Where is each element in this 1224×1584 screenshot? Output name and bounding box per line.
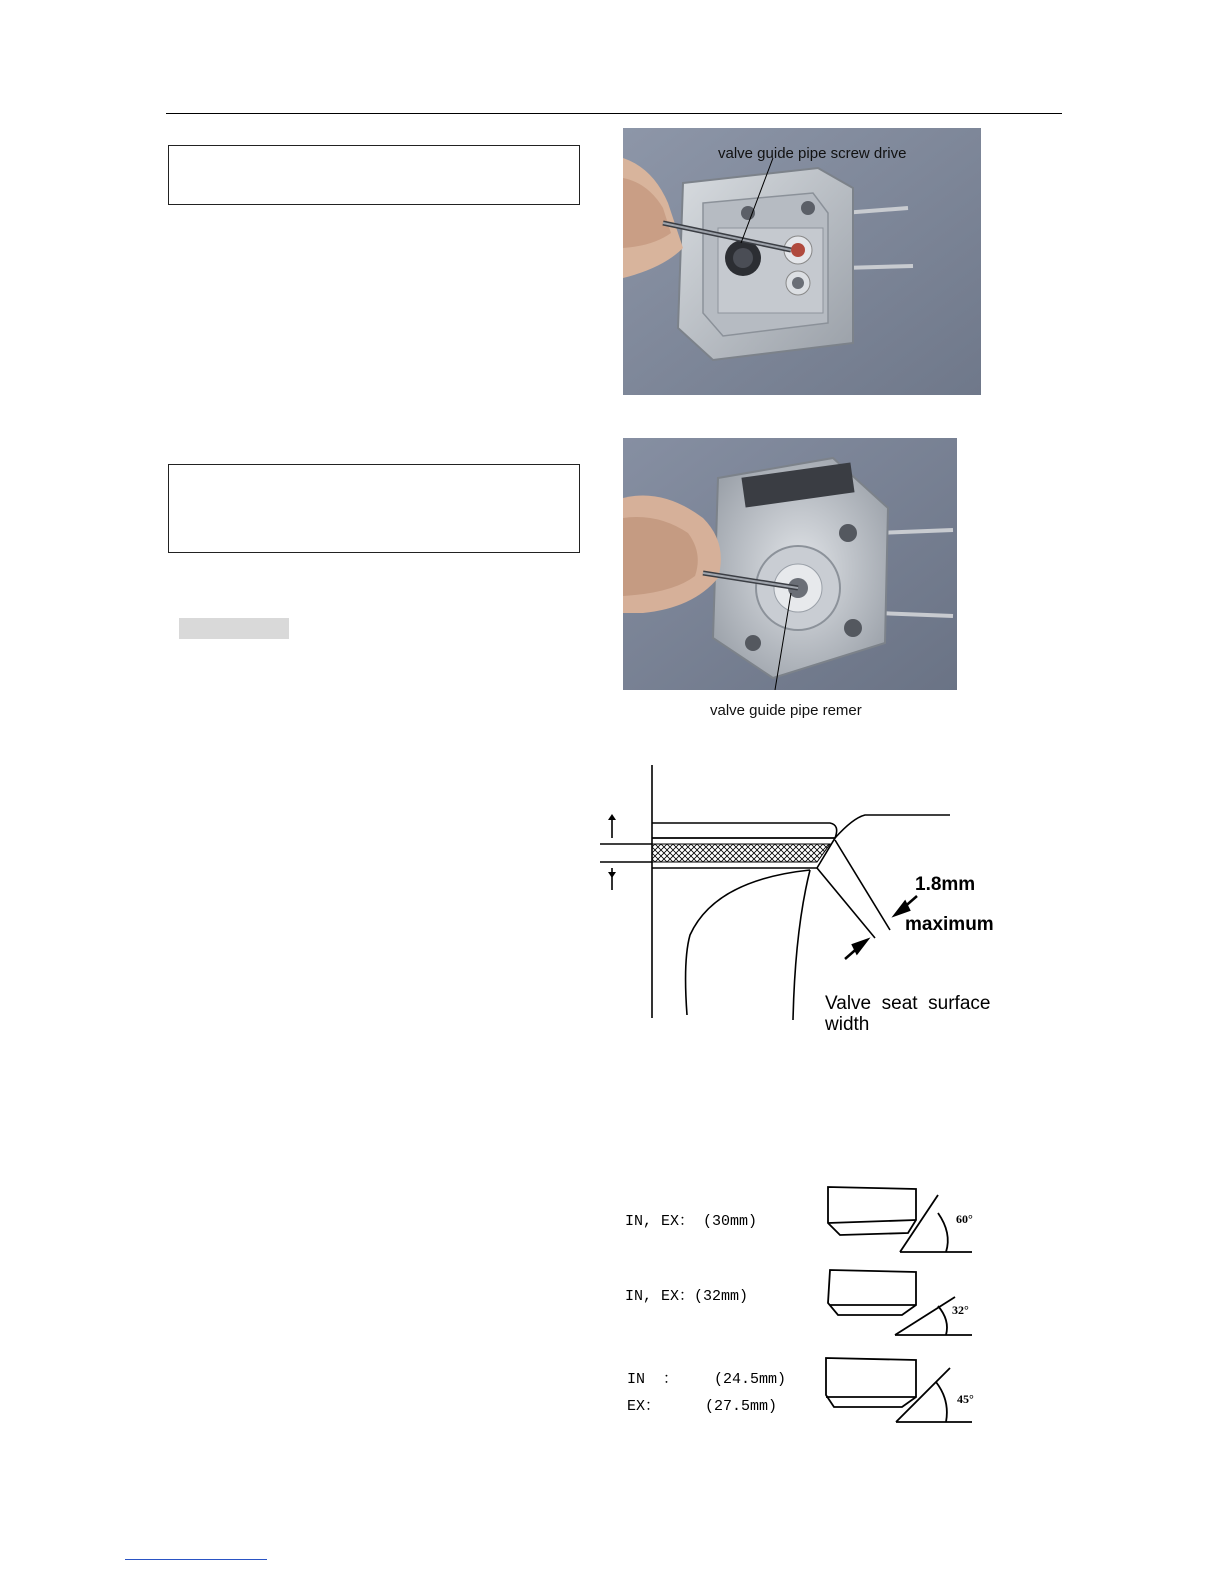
photo-label: valve guide pipe screw drive	[718, 145, 907, 162]
angle-label: 45°	[957, 1392, 974, 1406]
angle-label: 32°	[952, 1303, 969, 1317]
valve-guide-screw-drive-photo	[623, 128, 981, 395]
highlight-block	[179, 618, 289, 639]
cutter-row-label: IN, EX：(32mm)	[625, 1288, 749, 1305]
dimension-label: 1.8mm	[915, 874, 976, 895]
cutter-row-label: EX： (27.5mm)	[627, 1398, 778, 1415]
caption-line: width	[825, 1014, 870, 1035]
photo-label: valve guide pipe remer	[710, 702, 862, 719]
seat-cutter-angles-diagram	[620, 1175, 1000, 1435]
angle-label: 60°	[956, 1212, 973, 1226]
cutter-row-label: IN, EX： (30mm)	[625, 1213, 758, 1230]
note-box	[168, 145, 580, 205]
note-box	[168, 464, 580, 553]
cutter-row-label: IN ： (24.5mm)	[627, 1371, 787, 1388]
valve-guide-reamer-photo	[623, 438, 957, 690]
caption-line: Valve seat surface	[825, 993, 991, 1014]
dimension-note: maximum	[905, 914, 994, 935]
valve-seat-width-diagram	[595, 760, 1015, 1040]
header-rule	[166, 113, 1062, 114]
footer-link-underline[interactable]	[125, 1559, 267, 1560]
